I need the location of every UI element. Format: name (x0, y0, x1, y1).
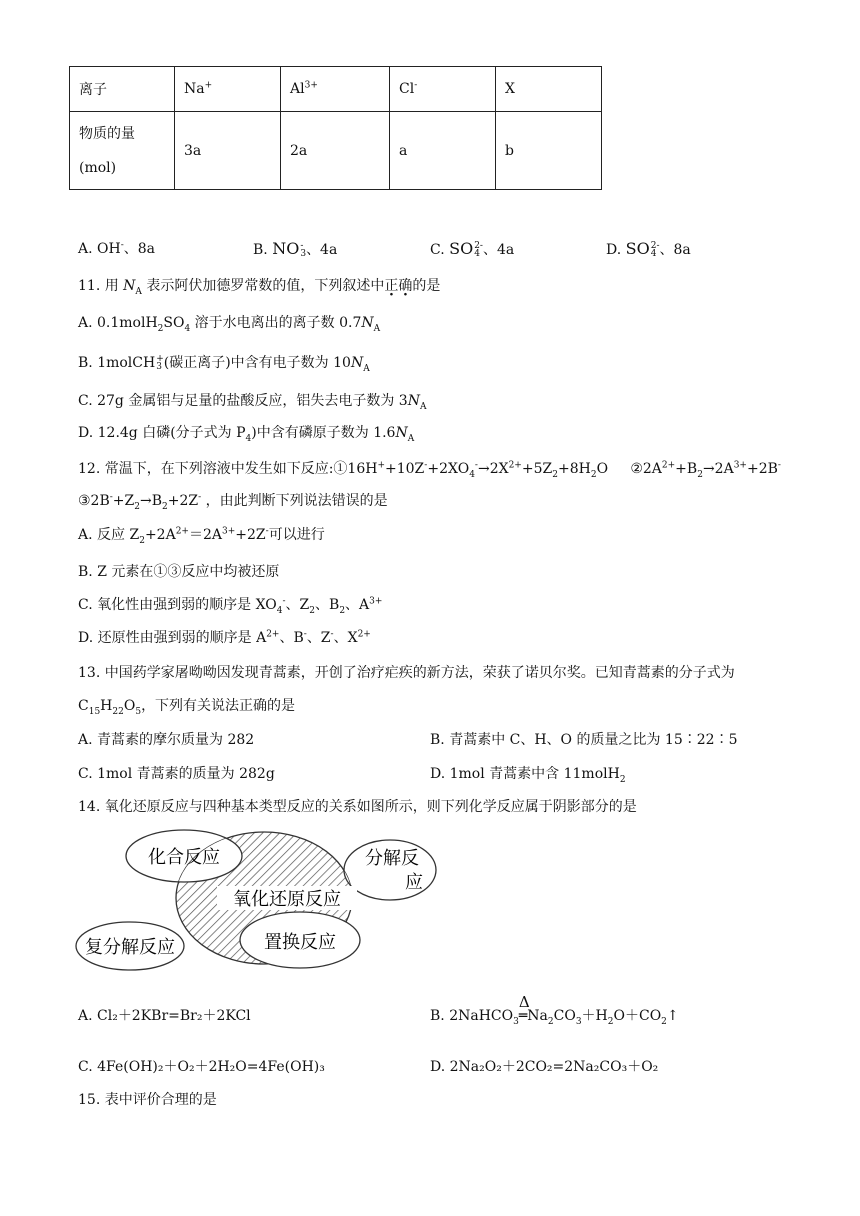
q12-option-a: A. 反应 $Z_2+2A^{2+}=2A^{3+}+2Z^-$可以进行 (78, 526, 325, 546)
q10-option-d: D. SO 2- 4 、8a (606, 239, 691, 259)
table-cell: b (496, 112, 602, 190)
q13-option-c: C. 1mol 青蒿素的质量为 282g (78, 766, 275, 782)
table-header-cell: Na+ (175, 67, 281, 112)
q12-stem-line1: 12. 常温下，在下列溶液中发生如下反应$:①16H^++10Z^-+2XO_4^-\to 2X^{2+}+5Z_2+8H_2O$ $②2A^{2+}+B_2\to 2A^{3+}+2B^-$ (78, 460, 781, 480)
q11-option-a: A. $0.1molH_2SO_4$ 溶于水电离出的离子数 $0.7N_A$ (78, 315, 381, 334)
q11-stem: 11. 用 $N_A$ 表示阿伏加德罗常数的值，下列叙述中正确的是 (78, 278, 441, 297)
q14-option-a: A. Cl₂＋2KBr=Br₂＋2KCl (78, 1008, 251, 1024)
q14-option-b: B. 2NaHCO$_3$═ Δ $Na_2CO_3+H_2O+CO_2↑$ (430, 993, 679, 1027)
q14-option-c: C. 4Fe(OH)₂＋O₂＋2H₂O=4Fe(OH)₃ (78, 1059, 325, 1075)
q15-stem: 15. 表中评价合理的是 (78, 1092, 217, 1108)
q11-option-d: D. 12.4g 白磷(分子式为 $P_4$)中含有磷原子数为 $1.6N_A$ (78, 425, 415, 444)
q10-option-b: B. NO - 3 、4a (253, 239, 338, 259)
q13-option-b: B. 青蒿素中 C、H、O 的质量之比为 15∶22∶5 (430, 732, 738, 748)
label-redox: 氧化还原反应 (233, 889, 341, 910)
label-double-decomposition: 复分解反应 (85, 937, 175, 958)
table-cell: 3a (175, 112, 281, 190)
label-decomposition-2: 应 (405, 872, 423, 893)
label-substitution: 置换反应 (264, 932, 336, 953)
q10-option-a: A. OH-、8a (78, 240, 156, 257)
table-row-label: 物质的量 (mol) (70, 112, 175, 190)
table-cell: 2a (281, 112, 390, 190)
label-decomposition-1: 分解反 (365, 848, 419, 869)
label-combination: 化合反应 (148, 847, 220, 868)
table-header-cell: $Al^{3+}$ (281, 67, 390, 112)
q13-stem-line2: $C_{15}H_{22}O_5$，下列有关说法正确的是 (78, 698, 296, 717)
reaction-venn-diagram (74, 826, 454, 976)
q10-option-c: C. SO 2- 4 、4a (430, 239, 515, 259)
q14-stem: 14. 氧化还原反应与四种基本类型反应的关系如图所示，则下列化学反应属于阴影部分的是 (78, 799, 637, 815)
table-cell: a (390, 112, 496, 190)
q13-stem-line1: 13. 中国药学家屠呦呦因发现青蒿素，开创了治疗疟疾的新方法，荣获了诺贝尔奖。已知青蒿素的分子式为 (78, 665, 735, 681)
q12-option-b: B. Z 元素在①③反应中均被还原 (78, 564, 280, 580)
table-header-cell: 离子 (70, 67, 175, 112)
q12-stem-line2: $③2B^-+Z_2\to B_2+2Z^-$ ，由此判断下列说法错误的是 (78, 492, 388, 512)
q11-option-c: C. 27g 金属铝与足量的盐酸反应，铝失去电子数为 $3N_A$ (78, 393, 427, 412)
q12-option-c: C. 氧化性由强到弱的顺序是 $XO_4^-$、$Z_2$、$B_2$、$A^{3+}$ (78, 596, 383, 616)
q14-option-d: D. 2Na₂O₂＋2CO₂=2Na₂CO₃＋O₂ (430, 1059, 659, 1075)
q12-option-d: D. 还原性由强到弱的顺序是 $A^{2+}$、B-、Z-、$X^{2+}$ (78, 629, 371, 646)
q13-option-d: D. 1mol 青蒿素中含 11molH$_2$ (430, 766, 626, 785)
table-header-cell: X (496, 67, 602, 112)
q13-option-a: A. 青蒿素的摩尔质量为 282 (78, 732, 255, 748)
ion-amount-table (69, 66, 602, 190)
table-header-cell: Cl- (390, 67, 496, 112)
q11-option-b: B. 1molCH + 3 (碳正离子)中含有电子数为 $10N_A$ (78, 354, 370, 374)
